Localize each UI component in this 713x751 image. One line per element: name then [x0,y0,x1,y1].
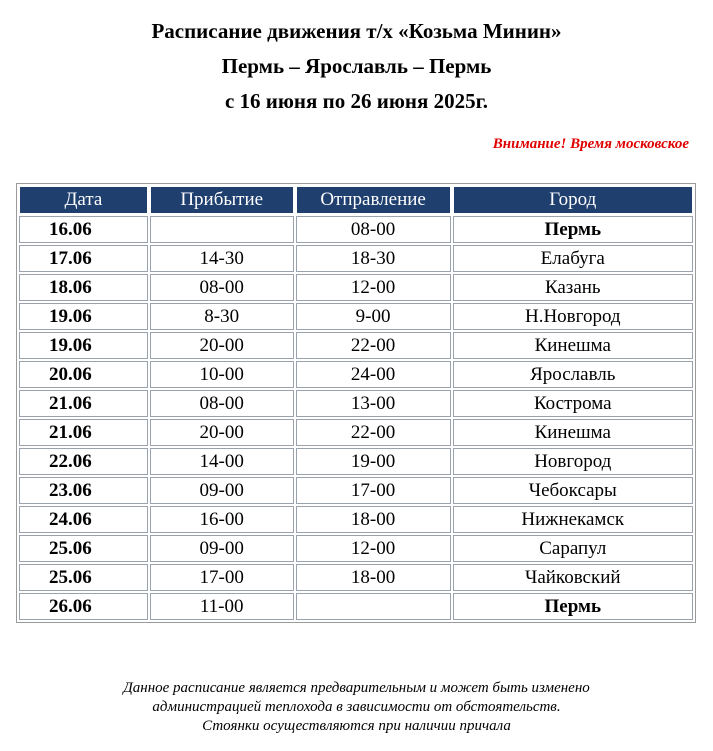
cell-departure [296,593,451,620]
disclaimer-line-3: Стоянки осуществляются при наличии причала [202,718,511,734]
cell-city: Кинешма [453,419,693,446]
cell-departure: 22-00 [296,419,451,446]
header-arrival: Прибытие [150,186,294,214]
cell-arrival: 10-00 [150,361,294,388]
table-body [19,216,693,620]
cell-departure: 24-00 [296,361,451,388]
table-row [19,303,693,330]
cell-date: 26.06 [19,593,148,620]
cell-city: Сарапул [453,535,693,562]
cell-departure: 08-00 [296,216,451,243]
cell-departure: 18-30 [296,245,451,272]
cell-arrival: 08-00 [150,274,294,301]
cell-arrival: 8-30 [150,303,294,330]
title-line-dates: с 16 июня по 26 июня 2025г. [224,89,489,113]
table-row [19,216,693,243]
cell-date: 25.06 [19,535,148,562]
header-city: Город [453,186,693,214]
cell-date: 22.06 [19,448,148,475]
table-row [19,361,693,388]
cell-city: Кострома [453,390,693,417]
cell-city: Чебоксары [453,477,693,504]
cell-city: Елабуга [453,245,693,272]
cell-date: 19.06 [19,303,148,330]
cell-arrival: 20-00 [150,332,294,359]
title-line-ship: Расписание движения т/х «Козьма Минин» [151,19,562,43]
cell-departure: 13-00 [296,390,451,417]
table-row [19,332,693,359]
cell-arrival: 14-00 [150,448,294,475]
cell-departure: 12-00 [296,274,451,301]
schedule-title [0,14,713,119]
cell-date: 18.06 [19,274,148,301]
cell-city: Ярославль [453,361,693,388]
cell-arrival: 16-00 [150,506,294,533]
cell-departure: 22-00 [296,332,451,359]
table-row [19,564,693,591]
cell-arrival: 17-00 [150,564,294,591]
cell-date: 23.06 [19,477,148,504]
table-row [19,390,693,417]
cell-arrival [150,216,294,243]
cell-arrival: 11-00 [150,593,294,620]
cell-departure: 18-00 [296,564,451,591]
table-row [19,419,693,446]
cell-date: 17.06 [19,245,148,272]
cell-date: 21.06 [19,390,148,417]
schedule-table-container [16,183,696,623]
table-row [19,245,693,272]
disclaimer-line-2: администрацией теплохода в зависимости от обстоятельств. [152,699,561,715]
cell-arrival: 08-00 [150,390,294,417]
cell-departure: 18-00 [296,506,451,533]
title-line-route: Пермь – Ярославль – Пермь [221,54,492,78]
cell-date: 20.06 [19,361,148,388]
cell-date: 21.06 [19,419,148,446]
table-row [19,506,693,533]
moscow-time-notice: Внимание! Время московское [492,136,689,152]
cell-date: 25.06 [19,564,148,591]
cell-arrival: 09-00 [150,477,294,504]
cell-city: Кинешма [453,332,693,359]
table-row [19,448,693,475]
cell-city: Нижнекамск [453,506,693,533]
table-row [19,535,693,562]
cell-arrival: 14-30 [150,245,294,272]
cell-arrival: 09-00 [150,535,294,562]
disclaimer-line-1: Данное расписание является предварительным и может быть изменено [123,680,590,696]
cell-date: 24.06 [19,506,148,533]
cell-departure: 9-00 [296,303,451,330]
cell-city: Пермь [453,216,693,243]
cell-arrival: 20-00 [150,419,294,446]
cell-departure: 12-00 [296,535,451,562]
disclaimer [0,679,713,736]
cell-departure: 17-00 [296,477,451,504]
schedule-table [16,183,696,623]
cell-departure: 19-00 [296,448,451,475]
header-date: Дата [19,186,148,214]
cell-city: Н.Новгород [453,303,693,330]
header-departure: Отправление [296,186,451,214]
cell-date: 19.06 [19,332,148,359]
table-row [19,593,693,620]
cell-city: Казань [453,274,693,301]
table-header-row [19,186,693,214]
cell-city: Чайковский [453,564,693,591]
table-row [19,274,693,301]
cell-date: 16.06 [19,216,148,243]
cell-city: Пермь [453,593,693,620]
cell-city: Новгород [453,448,693,475]
table-row [19,477,693,504]
